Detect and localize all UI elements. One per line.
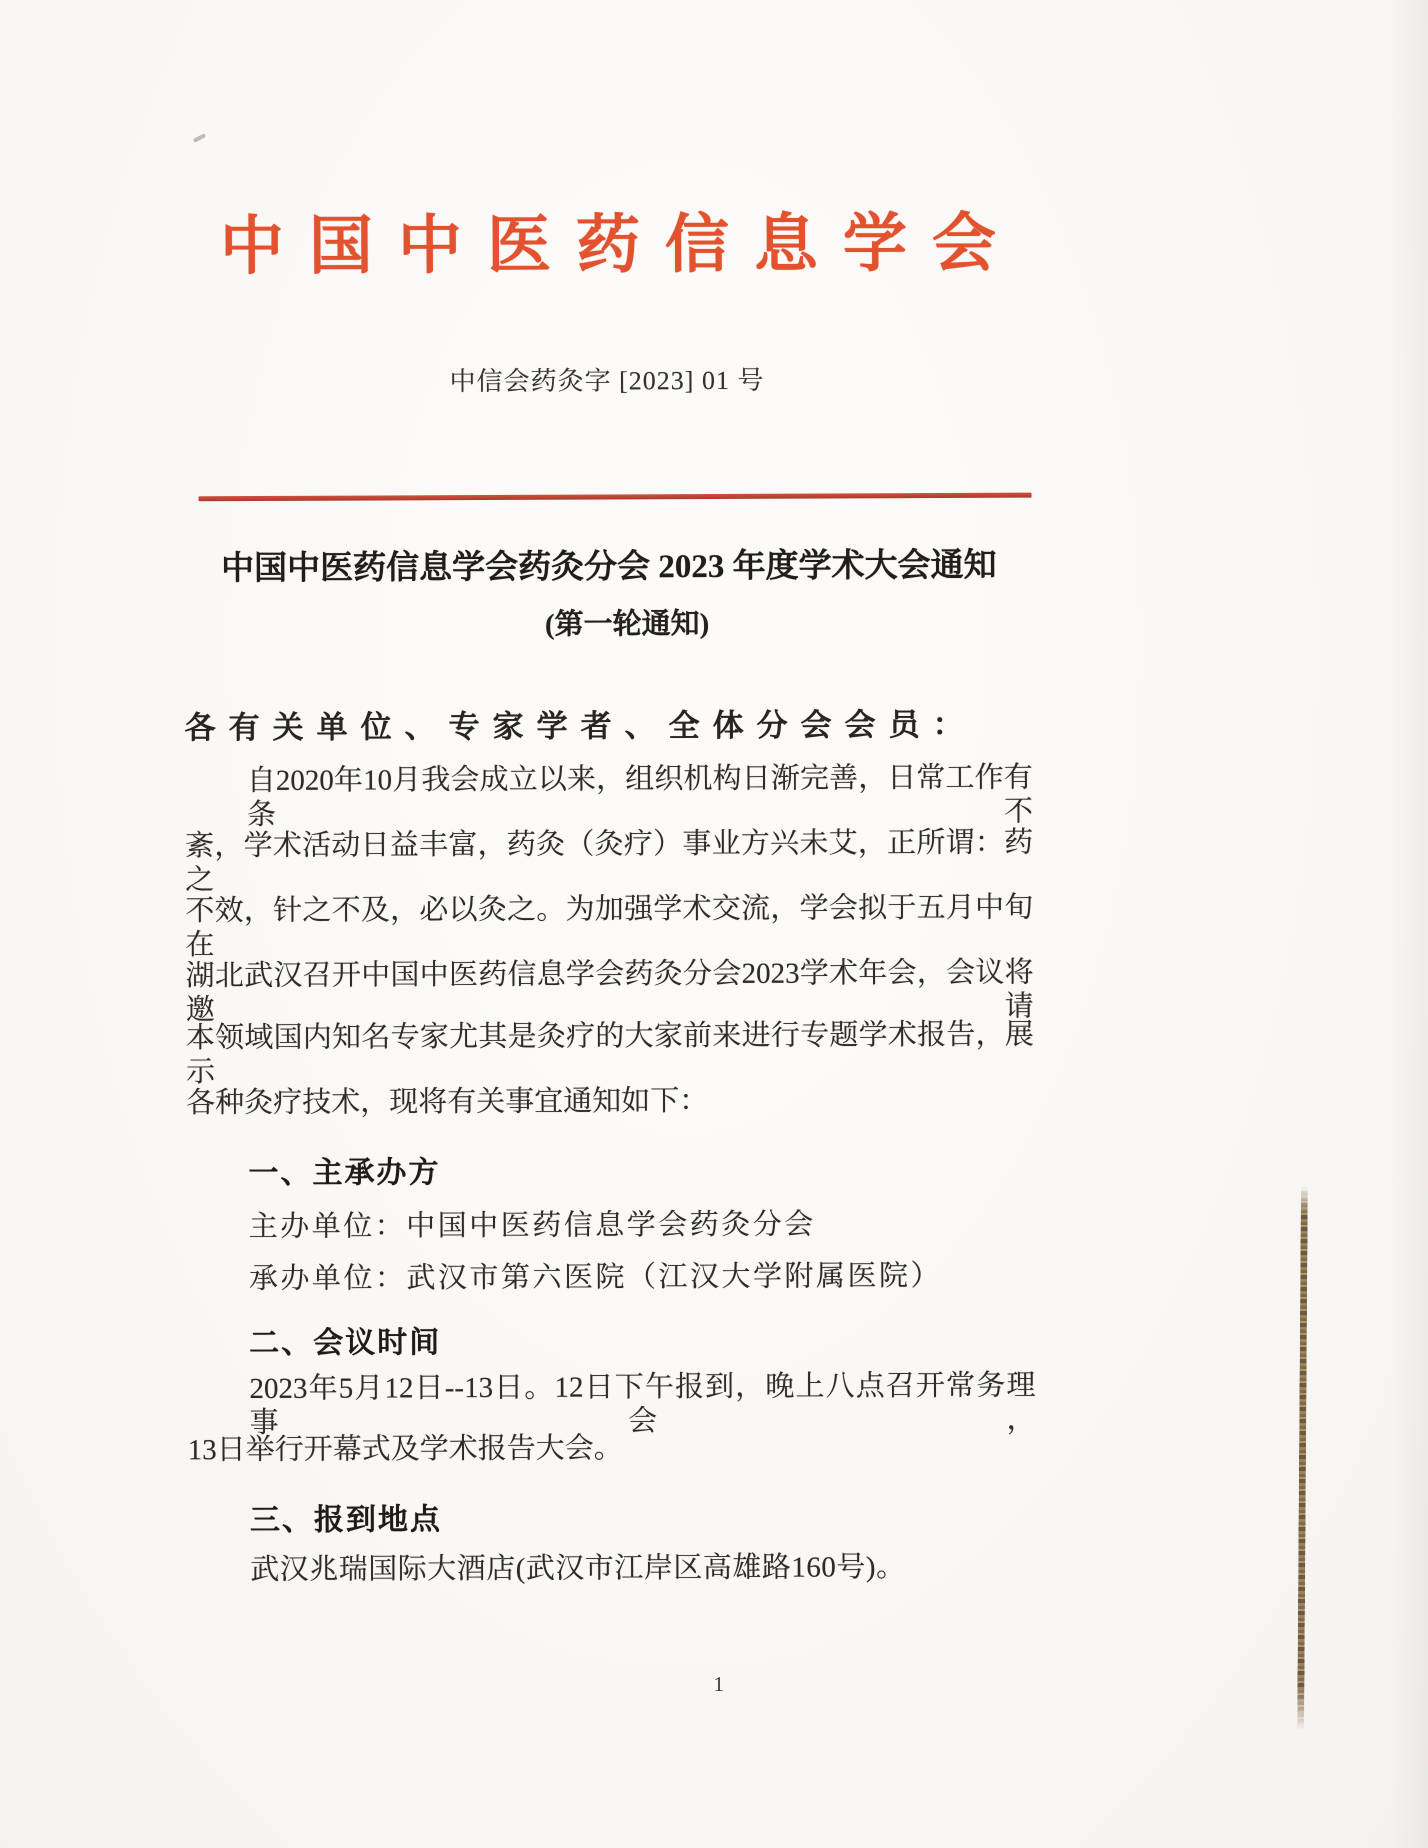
notice-title: 中国中医药信息学会药灸分会 2023 年度学术大会通知 [221, 547, 997, 588]
letterhead-title: 中国中医药信息学会 [219, 207, 1022, 283]
location-line: 武汉兆瑞国际大酒店(武汉市江岸区高雄路160号)。 [250, 1551, 906, 1587]
intro-line: 湖北武汉召开中国中医药信息学会药灸分会2023学术年会，会议将邀请 [185, 956, 1034, 1027]
section-heading-time: 二、会议时间 [249, 1326, 442, 1361]
intro-line: 自2020年10月我会成立以来，组织机构日渐完善，日常工作有条不 [246, 761, 1033, 832]
document-number: 中信会药灸字 [2023] 01 号 [449, 365, 765, 397]
meeting-time-line: 13日举行开幕式及学术报告大会。 [187, 1432, 623, 1467]
letterhead-divider [199, 493, 1032, 502]
intro-line: 各种灸疗技术，现将有关事宜通知如下： [186, 1085, 709, 1120]
notice-subtitle: (第一轮通知) [544, 608, 710, 641]
salutation: 各有关单位、专家学者、全体分会会员： [184, 706, 977, 746]
organizer-line: 主办单位：中国中医药信息学会药灸分会 [248, 1208, 816, 1244]
meeting-time-line: 2023年5月12日--13日。12日下午报到，晚上八点召开常务理事会， [249, 1369, 1036, 1440]
intro-line: 本领域国内知名专家尤其是灸疗的大家前来进行专题学术报告，展示 [185, 1018, 1034, 1089]
intro-line: 不效，针之不及，必以灸之。为加强学术交流，学会拟于五月中旬在 [185, 891, 1034, 962]
page-number: 1 [713, 1671, 725, 1697]
scan-edge-shade [1390, 0, 1428, 1848]
section-heading-location: 三、报到地点 [249, 1503, 443, 1538]
intro-line: 紊，学术活动日益丰富，药灸（灸疗）事业方兴未艾，正所谓：药之 [184, 826, 1034, 897]
organizer-line: 承办单位：武汉市第六医院（江汉大学附属医院） [248, 1260, 943, 1296]
section-heading-organizers: 一、主承办方 [248, 1156, 441, 1191]
